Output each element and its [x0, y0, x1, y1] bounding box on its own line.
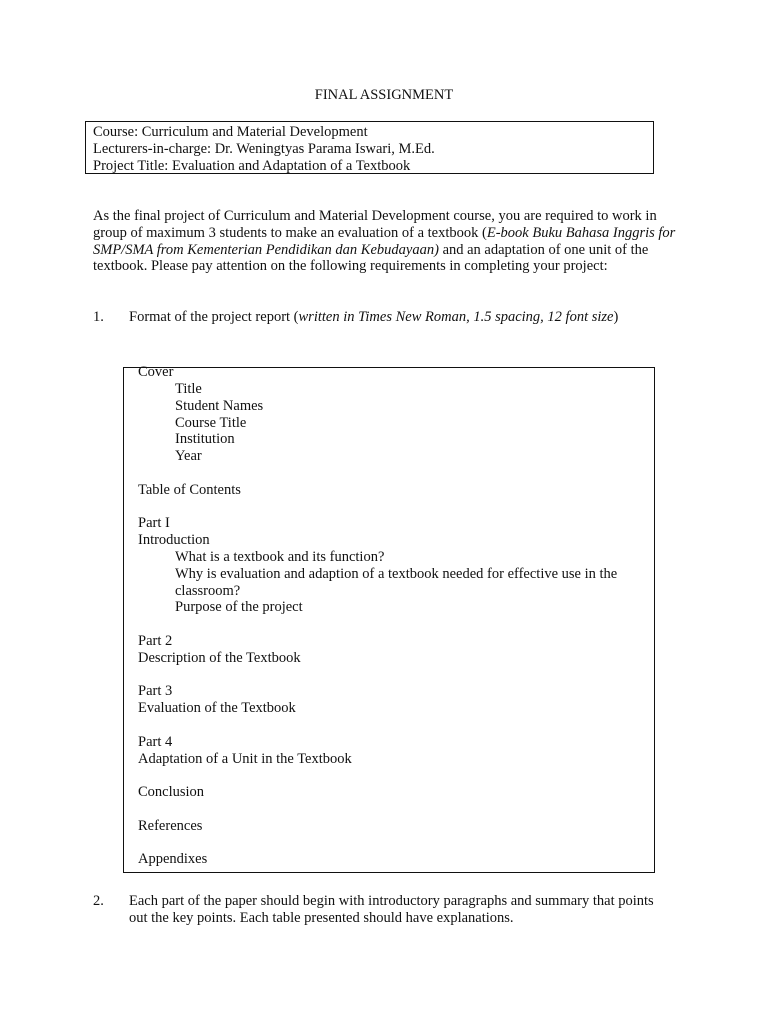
outline-part-3-desc: Evaluation of the Textbook	[138, 700, 296, 716]
outline-appendixes: Appendixes	[138, 851, 208, 867]
outline-cover-item: Institution	[175, 431, 235, 447]
intro-textbook-name: E-book Buku Bahasa Inggris for SMP/SMA from Kementerian Pendidikan dan Kebudayaan)	[93, 224, 676, 258]
item-1-label: Format of the project report (	[129, 309, 299, 325]
outline-part-2: Part 2	[138, 633, 173, 649]
outline-conclusion: Conclusion	[138, 784, 205, 800]
outline-intro-item: Purpose of the project	[175, 599, 303, 615]
item-1-format: written in Times New Roman, 1.5 spacing, 12 font size	[298, 309, 614, 325]
outline-intro-item: Why is evaluation and adaption of a textbook needed for effective use in the	[175, 566, 618, 582]
outline-part-1: Part I	[138, 515, 170, 531]
item-1-number: 1.	[93, 309, 104, 325]
intro-text-2: and an adaptation of one unit of the textbook. Please pay attention on the following requirements in completing your project:	[93, 241, 649, 275]
outline-references: References	[138, 818, 203, 834]
outline-toc: Table of Contents	[138, 482, 241, 498]
item-2-number: 2.	[93, 893, 104, 909]
outline-intro-item: classroom?	[175, 583, 241, 599]
outline-part-4: Part 4	[138, 734, 173, 750]
outline-intro-item: What is a textbook and its function?	[175, 549, 385, 565]
document-title: FINAL ASSIGNMENT	[314, 87, 454, 103]
outline-introduction: Introduction	[138, 532, 210, 548]
intro-text-1: As the final project of Curriculum and Material Development course, you are required to work in group of maximum 3 students to make an evaluation of a textbook (	[93, 208, 657, 241]
item-1-text	[129, 309, 618, 326]
outline-cover-item: Year	[175, 448, 202, 464]
course-info-box	[85, 121, 654, 174]
item-1-close: )	[613, 309, 619, 325]
project-title-line: Project Title: Evaluation and Adaptation of a Textbook	[93, 157, 411, 174]
course-line: Course: Curriculum and Material Development	[93, 124, 368, 140]
outline-cover: Cover	[138, 364, 174, 380]
item-2-text: Each part of the paper should begin with introductory paragraphs and summary that points out the key points. Each table presented should have explanations.	[129, 893, 654, 926]
outline-cover-item: Title	[175, 381, 202, 397]
outline-part-4-desc: Adaptation of a Unit in the Textbook	[138, 751, 352, 767]
lecturers-line: Lecturers-in-charge: Dr. Weningtyas Parama Iswari, M.Ed.	[93, 140, 435, 157]
outline-part-3: Part 3	[138, 683, 173, 699]
intro-paragraph	[93, 208, 678, 275]
outline-part-2-desc: Description of the Textbook	[138, 650, 301, 666]
outline-cover-item: Course Title	[175, 415, 247, 431]
outline-cover-item: Student Names	[175, 398, 264, 414]
